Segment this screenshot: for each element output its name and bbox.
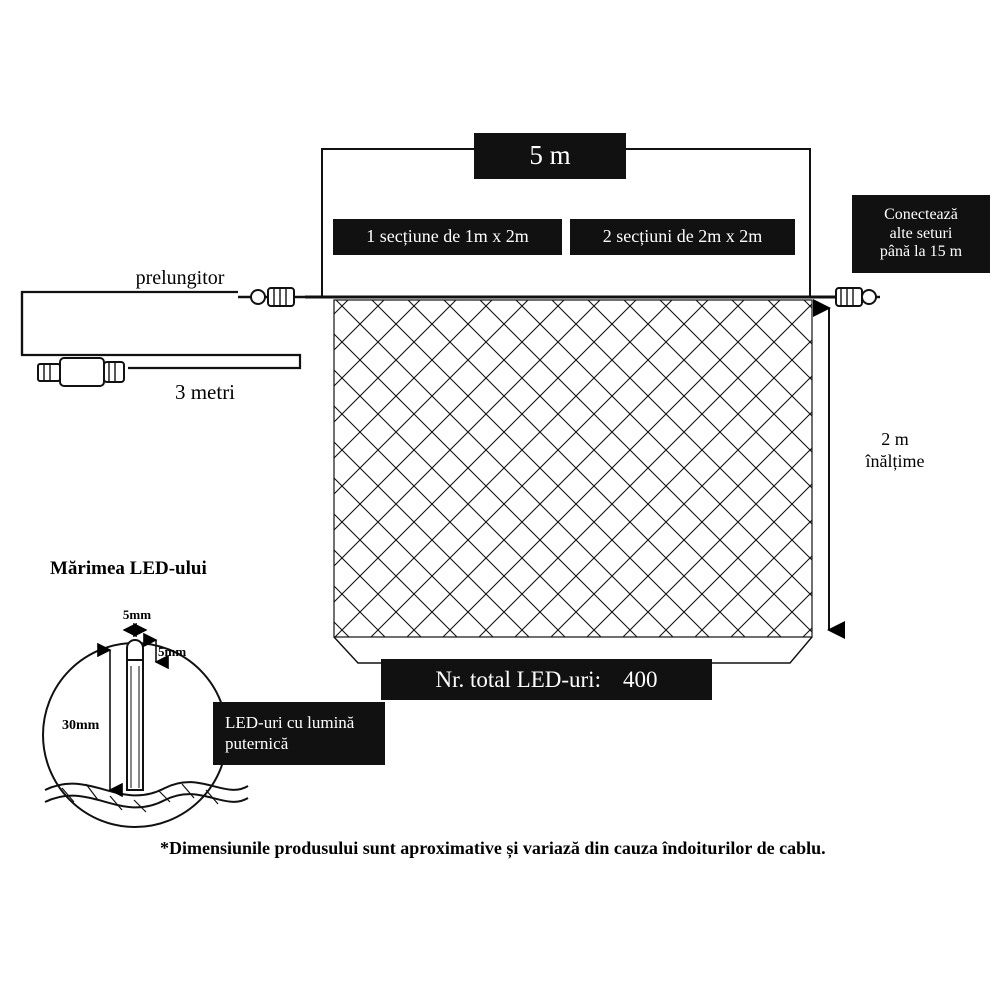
total-leds-label-text: Nr. total LED-uri:: [435, 666, 601, 692]
connect-more-line2: alte seturi: [889, 224, 953, 242]
led-height-label: 5mm: [158, 644, 187, 659]
led-size-heading: Mărimea LED-ului: [50, 558, 207, 579]
light-net-mesh: [334, 300, 812, 663]
right-connector-icon: [835, 288, 880, 306]
total-leds-value: 400: [622, 666, 658, 692]
connect-more-line3: până la 15 m: [879, 243, 963, 261]
connect-more-label: [852, 195, 990, 273]
bright-leds-label: [213, 702, 385, 765]
total-leds-label: [381, 659, 712, 700]
section-two-label: [570, 219, 795, 255]
led-body-length-label: 30mm: [62, 718, 100, 733]
height-label: [840, 429, 950, 472]
height-label-line2: înălțime: [865, 450, 925, 471]
bright-leds-line2: puternică: [225, 733, 289, 753]
connect-more-line1: Conectează: [884, 205, 958, 223]
cord-length-label: 3 metri: [174, 380, 236, 404]
section-two-label-text: 2 secțiuni de 2m x 2m: [602, 226, 763, 247]
width-label: [474, 133, 626, 179]
footnote-text: *Dimensiunile produsului sunt aproximative și variază din cauza îndoiturilor de cablu.: [160, 838, 826, 858]
height-label-line1: 2 m: [881, 429, 909, 449]
section-one-label: [333, 219, 562, 255]
extension-cord-label: prelungitor: [135, 267, 225, 289]
left-connector-icon: [238, 288, 322, 306]
bright-leds-line1: LED-uri cu lumină: [225, 713, 355, 733]
power-plug-icon: [38, 358, 124, 386]
section-one-label-text: 1 secțiune de 1m x 2m: [366, 226, 529, 247]
width-label-text: 5 m: [529, 140, 571, 171]
led-width-label: 5mm: [122, 607, 152, 622]
